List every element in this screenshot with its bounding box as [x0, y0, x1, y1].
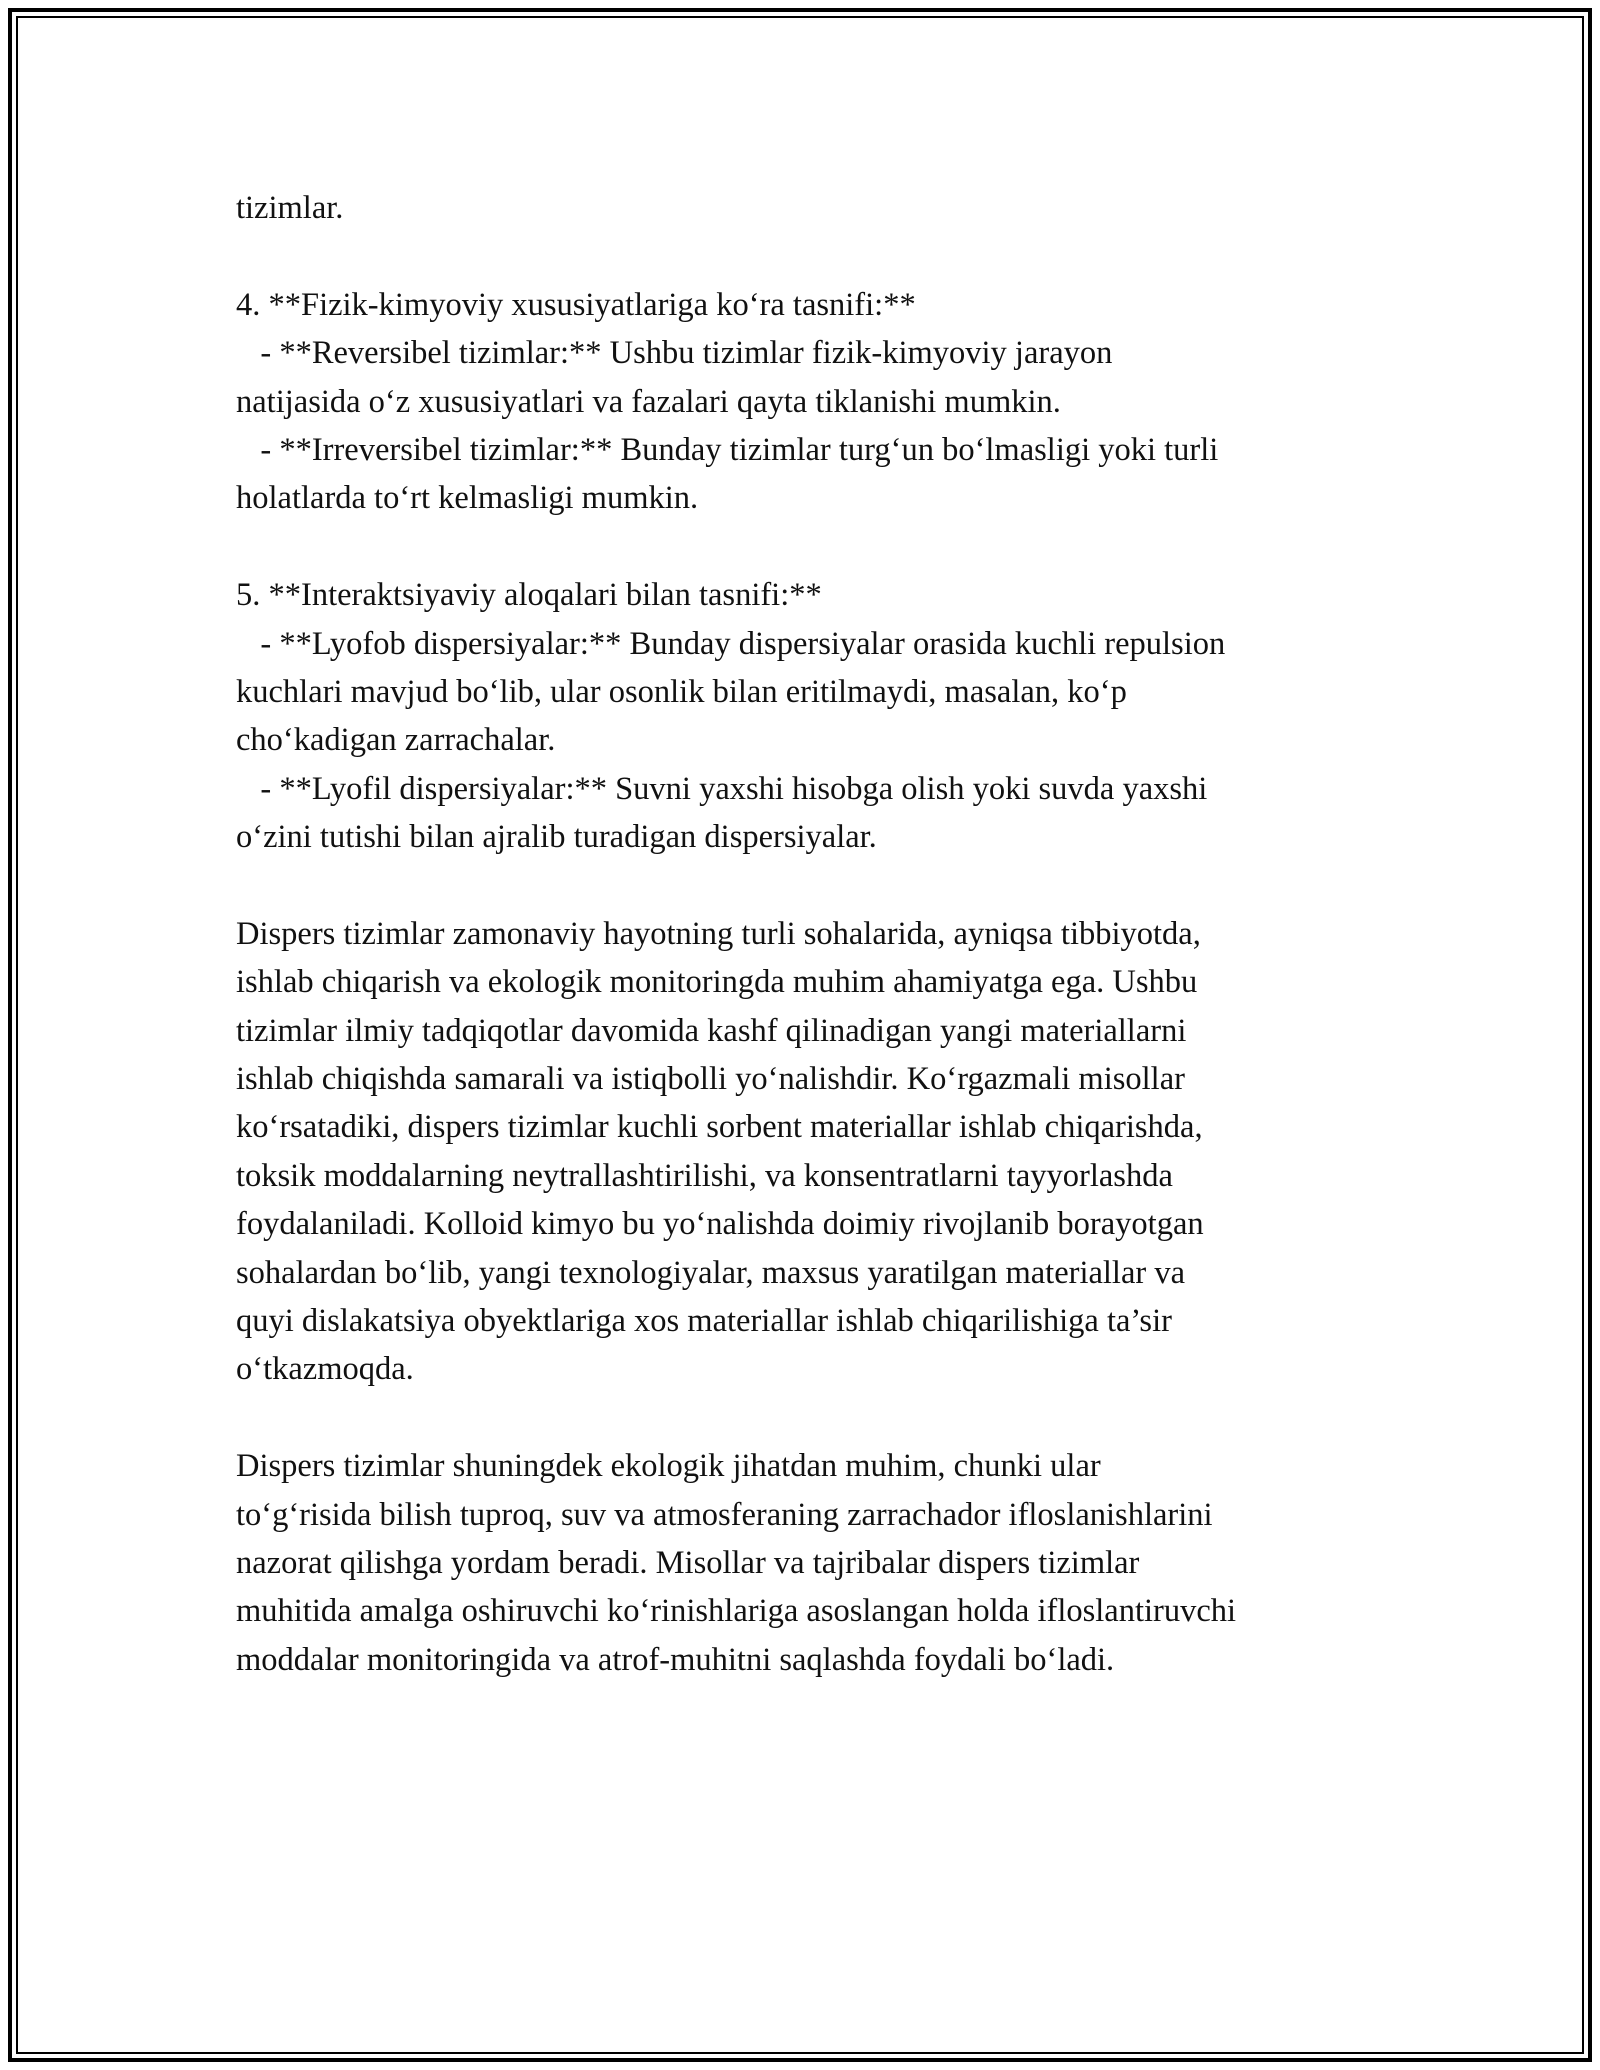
paragraph-gap — [236, 232, 1376, 280]
document-body — [236, 184, 1376, 1684]
text-line: foydalaniladi. Kolloid kimyo bu yo‘nalishda doimiy rivojlanib borayotgan — [236, 1206, 1204, 1243]
paragraph-gap — [236, 1394, 1376, 1442]
text-line: o‘zini tutishi bilan ajralib turadigan dispersiyalar. — [236, 819, 877, 856]
text-line: moddalar monitoringida va atrof-muhitni saqlashda foydali bo‘ladi. — [236, 1641, 1115, 1678]
text-line: o‘tkazmoqda. — [236, 1351, 414, 1388]
text-line: toksik moddalarning neytrallashtirilishi, va konsentratlarni tayyorlashda — [236, 1157, 1173, 1194]
text-line: to‘g‘risida bilish tuproq, suv va atmosferaning zarrachador ifloslanishlarini — [236, 1496, 1213, 1533]
text-line: natijasida o‘z xususiyatlari va fazalari qayta tiklanishi mumkin. — [236, 383, 1061, 420]
text-line: - **Reversibel tizimlar:** Ushbu tizimlar fizik-kimyoviy jarayon — [236, 335, 1113, 372]
text-line: quyi dislakatsiya obyektlariga xos materiallar ishlab chiqarilishiga ta’sir — [236, 1302, 1172, 1339]
text-line: nazorat qilishga yordam beradi. Misollar va tajribalar dispers tizimlar — [236, 1544, 1140, 1581]
text-line: ishlab chiqishda samarali va istiqbolli yo‘nalishdir. Ko‘rgazmali misollar — [236, 1061, 1185, 1098]
text-line: tizimlar ilmiy tadqiqotlar davomida kashf qilinadigan yangi materiallarni — [236, 1012, 1187, 1049]
text-line: - **Lyofob dispersiyalar:** Bunday dispersiyalar orasida kuchli repulsion — [236, 625, 1226, 662]
text-line: - **Irreversibel tizimlar:** Bunday tizimlar turg‘un bo‘lmasligi yoki turli — [236, 431, 1219, 468]
paragraph-gap — [236, 523, 1376, 571]
text-line: sohalardan bo‘lib, yangi texnologiyalar, maxsus yaratilgan materiallar va — [236, 1254, 1186, 1291]
text-line: ko‘rsatadiki, dispers tizimlar kuchli sorbent materiallar ishlab chiqarishda, — [236, 1109, 1203, 1146]
section-heading: 5. **Interaktsiyaviy aloqalari bilan tasnifi:** — [236, 577, 822, 614]
text-line: muhitida amalga oshiruvchi ko‘rinishlariga asoslangan holda ifloslantiruvchi — [236, 1593, 1237, 1630]
text-line: holatlarda to‘rt kelmasligi mumkin. — [236, 480, 699, 517]
text-line: Dispers tizimlar zamonaviy hayotning turli sohalarida, ayniqsa tibbiyotda, — [236, 915, 1201, 952]
text-line: tizimlar. — [236, 190, 344, 226]
text-line: cho‘kadigan zarrachalar. — [236, 722, 556, 759]
text-line: Dispers tizimlar shuningdek ekologik jihatdan muhim, chunki ular — [236, 1448, 1101, 1485]
text-line: kuchlari mavjud bo‘lib, ular osonlik bilan eritilmaydi, masalan, ko‘p — [236, 673, 1127, 710]
section-heading: 4. **Fizik-kimyoviy xususiyatlariga ko‘ra tasnifi:** — [236, 286, 916, 323]
paragraph-gap — [236, 861, 1376, 909]
text-line: ishlab chiqarish va ekologik monitoringda muhim ahamiyatga ega. Ushbu — [236, 964, 1198, 1001]
text-line: - **Lyofil dispersiyalar:** Suvni yaxshi hisobga olish yoki suvda yaxshi — [236, 770, 1208, 807]
